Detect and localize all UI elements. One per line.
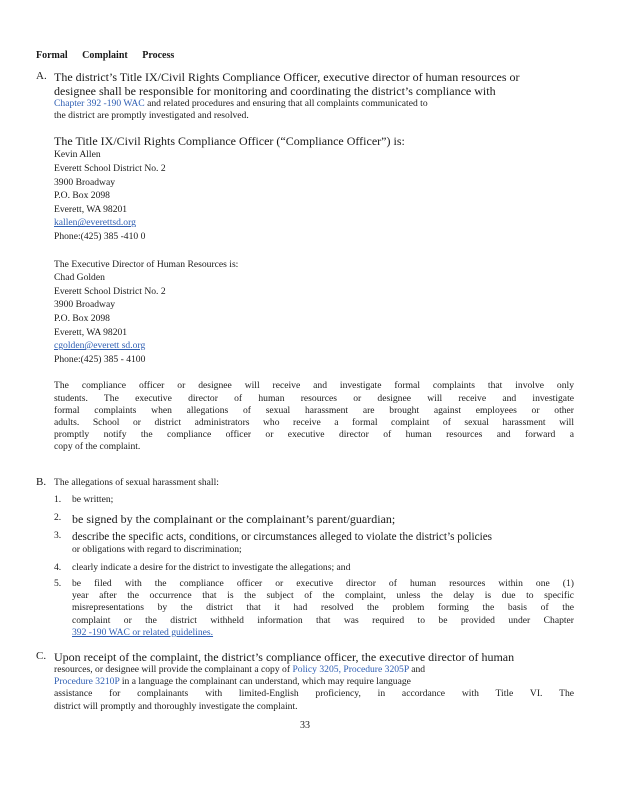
list-item-text: describe the specific acts, conditions, or circumstances alleged to violate the district’s policies (72, 531, 493, 543)
list-item-text: year after the occurrence that is the subject of the complaint, unless the delay is due to specific (72, 590, 574, 602)
list-item-number: 2. (54, 512, 62, 523)
officer-org: Everett School District No. 2 (54, 163, 166, 174)
hr-org: Everett School District No. 2 (54, 285, 166, 297)
list-item-text: clearly indicate a desire for the district to investigate the allegations; and (72, 562, 351, 573)
hr-email-link[interactable]: cgolden@everett sd.org (54, 340, 146, 352)
section-c (54, 650, 574, 713)
section-a-para-line-3: formal complaints when allegations of sexual harassment are brought against employees or other (54, 404, 574, 416)
list-item (54, 512, 574, 530)
section-a-marker: A. (36, 70, 47, 82)
section-a-para-line-4: adults. School or district administrators who receive a formal complaint of sexual harassment will (54, 416, 574, 428)
officer-phone: Phone:(425) 385 -410 0 (54, 230, 146, 242)
policy-3205-link[interactable]: Policy 3205 (292, 664, 339, 675)
officer-city: Everett, WA 98201 (54, 203, 128, 215)
section-a-para-line-1: The compliance officer or designee will receive and investigate formal complaints that involve only (54, 380, 574, 392)
officer-name: Kevin Allen (54, 149, 101, 161)
section-b-list (54, 494, 574, 639)
comma-separator: , (338, 664, 341, 675)
section-a-intro-line-1: The district’s Title IX/Civil Rights Compliance Officer, executive director of human resources or (54, 70, 520, 84)
hr-street: 3900 Broadway (54, 299, 116, 311)
section-b-intro: The allegations of sexual harassment shall: (54, 477, 219, 488)
page-number: 33 (300, 720, 310, 731)
section-c-line-2-end: and (411, 664, 426, 675)
officer-pobox: P.O. Box 2098 (54, 190, 110, 202)
officer-street: 3900 Broadway (54, 176, 116, 188)
section-a-intro-line-2: designee shall be responsible for monitoring and coordinating the district’s compliance with (54, 84, 496, 98)
list-item-text-last (72, 627, 574, 639)
section-b-marker: B. (36, 476, 47, 488)
section-a (54, 70, 574, 453)
hr-pobox: P.O. Box 2098 (54, 312, 110, 324)
section-c-line-3-text: in a language the complainant can understand, which may require language (121, 676, 411, 688)
hr-address (54, 258, 574, 367)
hr-phone: Phone:(425) 385 - 4100 (54, 353, 146, 365)
list-item (54, 578, 574, 639)
section-c-line-3 (54, 676, 574, 688)
hr-title: The Executive Director of Human Resources is: (54, 258, 239, 270)
list-item-text: be signed by the complainant or the complainant’s parent/guardian; (72, 512, 396, 526)
officer-address (54, 148, 574, 243)
list-item (54, 562, 574, 578)
officer-email-link[interactable]: kallen@everettsd.org (54, 217, 136, 229)
list-item-text: or obligations with regard to discrimination; (72, 544, 242, 555)
section-c-line-4: assistance for complainants with limited-English proficiency, in accordance with Title VI. The (54, 688, 574, 700)
section-a-link-line-rest: and related procedures and ensuring that all complaints communicated to (147, 98, 428, 109)
list-item-number: 1. (54, 494, 62, 505)
section-c-line-1: Upon receipt of the complaint, the district’s compliance officer, the executive director of human (54, 650, 515, 664)
section-a-link-line (54, 98, 574, 110)
chapter-392-190-wac-link[interactable]: Chapter 392 -190 WAC (54, 98, 145, 109)
list-item (54, 530, 574, 562)
procedure-3205p-link[interactable]: Procedure 3205P (343, 664, 409, 675)
section-c-line-5: district will promptly and thoroughly investigate the complaint. (54, 700, 298, 712)
section-c-line-2-text: resources, or designee will provide the complainant a copy of (54, 664, 291, 675)
chapter-392-190-wac-link-2[interactable]: 392 -190 WAC or related guidelines. (72, 626, 214, 638)
list-item-text: be written; (72, 494, 114, 505)
section-a-para-line-6: copy of the complaint. (54, 441, 141, 453)
section-a-line-3: the district are promptly investigated and resolved. (54, 110, 249, 122)
section-c-marker: C. (36, 650, 47, 662)
list-item (54, 494, 574, 512)
section-heading: Formal Complaint Process (36, 50, 175, 61)
section-c-line-2 (54, 664, 574, 676)
procedure-3210p-link[interactable]: Procedure 3210P (54, 676, 120, 688)
hr-city: Everett, WA 98201 (54, 326, 128, 338)
officer-title: The Title IX/Civil Rights Compliance Officer (“Compliance Officer”) is: (54, 134, 405, 149)
list-item-number: 5. (54, 578, 62, 589)
list-item-text: misrepresentations by the district that it had resolved the problem forming the basis of the (72, 602, 574, 614)
section-a-para-line-2: students. The executive director of human resources or designee will receive and investigate (54, 392, 574, 404)
section-a-para-line-5: promptly notify the compliance officer or executive director of human resources and forward a (54, 429, 574, 441)
list-item-text: be filed with the compliance officer or executive director of human resources within one (1) (72, 578, 574, 589)
section-a-paragraph (54, 380, 574, 453)
hr-name: Chad Golden (54, 272, 105, 284)
list-item-number: 3. (54, 530, 62, 541)
list-item-number: 4. (54, 562, 62, 573)
list-item-text: complaint or the district withheld information that was required to be provided under Chapter (72, 614, 574, 626)
